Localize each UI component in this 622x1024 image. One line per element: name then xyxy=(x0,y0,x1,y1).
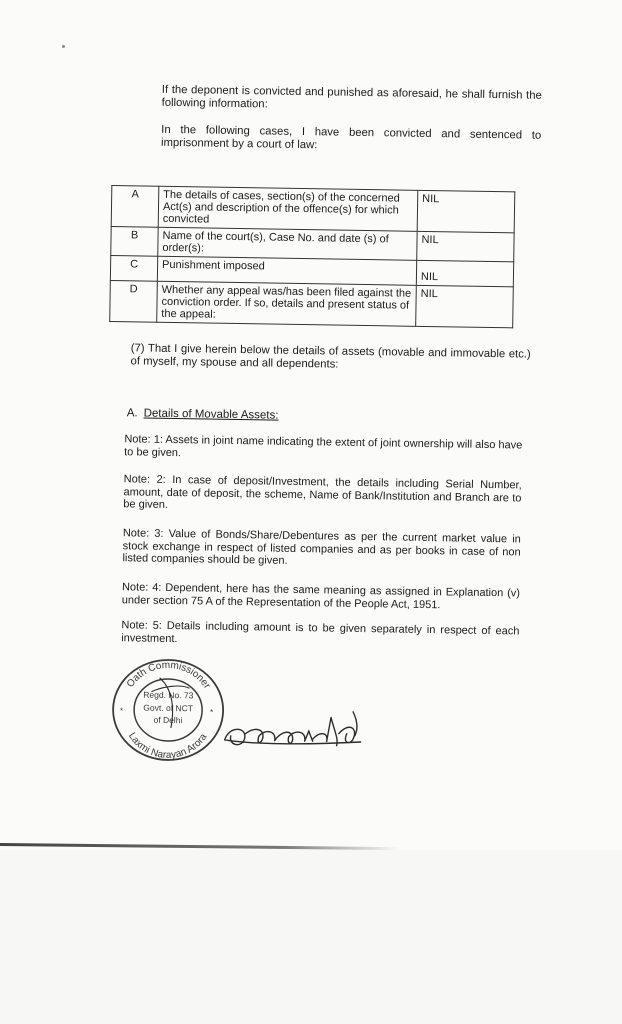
row-value: NIL xyxy=(416,260,513,287)
seal-star-icon: * xyxy=(210,707,214,717)
row-label: A xyxy=(111,186,159,228)
table-row xyxy=(110,281,514,328)
note-5: Note: 5: Details including amount is to be given separately in respect of each investment. xyxy=(121,619,520,645)
table-row xyxy=(111,186,515,233)
seal-top-text: Oath Commissioner xyxy=(124,659,213,691)
intro-paragraph-1: If the deponent is convicted and punished as aforesaid, he shall furnish the following information: xyxy=(161,83,542,111)
oath-commissioner-seal xyxy=(110,657,226,763)
row-description: The details of cases, section(s) of the concerned Act(s) and description of the offence(s) for which convicted xyxy=(158,186,418,231)
row-label: B xyxy=(111,227,158,257)
svg-text:Laxmi Narayan Arora xyxy=(126,730,210,761)
seal-govt-text: Govt. of NCT xyxy=(143,702,194,714)
row-label: C xyxy=(110,256,157,282)
row-label: D xyxy=(110,281,158,323)
row-description: Whether any appeal was/has been filed against the conviction order. If so, details and present status of the appeal: xyxy=(157,281,417,326)
seal-reg-text: Regd. No. 73 xyxy=(143,689,194,701)
row-description: Punishment imposed xyxy=(157,256,416,285)
section-a-heading xyxy=(127,407,279,421)
deponent-signature xyxy=(220,704,389,757)
seal-delhi-text: of Delhi xyxy=(153,714,183,726)
note-3: Note: 3: Value of Bonds/Share/Debentures as per the current market value in stock exchange in respect of listed companies and as per books in case of non listed companies should be given. xyxy=(122,527,521,567)
row-value: NIL xyxy=(417,231,514,262)
convictions-table xyxy=(109,185,515,328)
row-value: NIL xyxy=(417,190,515,233)
intro-paragraph-2: In the following cases, I have been convicted and sentenced to imprisonment by a court of law: xyxy=(160,123,542,152)
section-a-title: Details of Movable Assets: xyxy=(143,407,279,422)
row-value: NIL xyxy=(416,285,514,328)
seal-bottom-text: Laxmi Narayan Arora xyxy=(126,730,210,761)
item-7-paragraph: (7) That I give herein below the details of assets (movable and immovable etc.) of myself, my spouse and all dependents: xyxy=(130,342,531,371)
section-a-prefix: A. xyxy=(126,407,138,420)
note-1: Note: 1: Assets in joint name indicating the extent of joint ownership will also have to be given. xyxy=(124,433,523,459)
seal-star-icon: * xyxy=(120,706,124,716)
row-description: Name of the court(s), Case No. and date (s) of order(s): xyxy=(158,227,417,260)
note-4: Note: 4: Dependent, here has the same meaning as assigned in Explanation (v) under section 75 A of the Representation of the People Act, 1951. xyxy=(121,581,521,611)
note-2: Note: 2: In case of deposit/Investment, the details including Serial Number, amount, date of deposit, the scheme, Name of Bank/Institution and Branch are to be given. xyxy=(123,473,522,511)
